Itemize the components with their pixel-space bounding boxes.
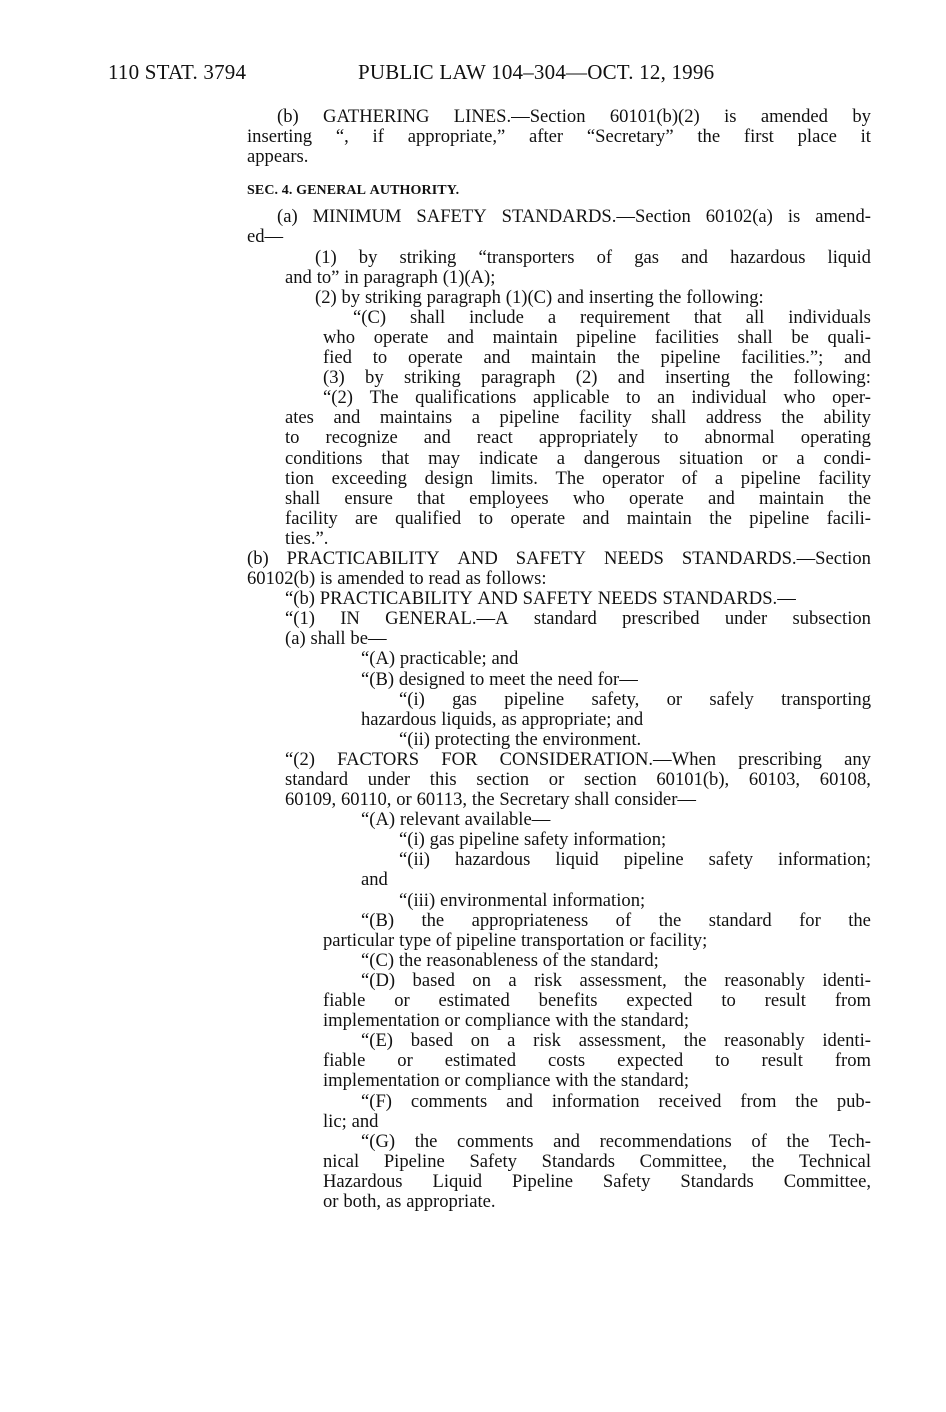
statute-text xyxy=(247,107,871,1212)
text-line: fiable or estimated benefits expected to result from xyxy=(323,990,871,1012)
text-line: who operate and maintain pipeline facilities shall be quali- xyxy=(323,326,871,348)
text-line: “(b) PRACTICABILITY AND SAFETY NEEDS STANDARDS.— xyxy=(285,588,796,610)
text-line: “(B) designed to meet the need for— xyxy=(361,668,638,690)
text-line: and xyxy=(361,869,388,891)
text-line: nical Pipeline Safety Standards Committee, the Technical xyxy=(323,1150,871,1172)
text-line: (b) GATHERING LINES.—Section 60101(b)(2) is amended by xyxy=(277,106,871,127)
text-line: “(ii) protecting the environment. xyxy=(399,728,642,750)
text-line: fied to operate and maintain the pipeline facilities.”; and xyxy=(323,347,871,369)
text-line: ates and maintains a pipeline facility shall address the ability xyxy=(285,407,871,429)
text-line: “(A) practicable; and xyxy=(361,648,519,670)
text-line: “(2) FACTORS FOR CONSIDERATION.—When prescribing any xyxy=(285,748,871,770)
text-line: tion exceeding design limits. The operator of a pipeline facility xyxy=(285,467,871,489)
text-line: appears. xyxy=(247,146,309,168)
text-line: “(B) the appropriateness of the standard for the xyxy=(361,909,871,931)
text-line: Hazardous Liquid Pipeline Safety Standards Committee, xyxy=(323,1170,871,1192)
text-line: “(A) relevant available— xyxy=(361,809,551,831)
text-line: (a) MINIMUM SAFETY STANDARDS.—Section 60102(a) is amend- xyxy=(277,206,871,228)
text-line: (1) by striking “transporters of gas and hazardous liquid xyxy=(315,246,871,268)
text-line: fiable or estimated costs expected to result from xyxy=(323,1050,871,1072)
running-header-title: PUBLIC LAW 104–304—OCT. 12, 1996 xyxy=(358,60,715,84)
text-line: 60109, 60110, or 60113, the Secretary shall consider— xyxy=(285,789,696,811)
text-line: (3) by striking paragraph (2) and inserting the following: xyxy=(323,367,871,389)
text-line: “(1) IN GENERAL.—A standard prescribed under subsection xyxy=(285,608,871,630)
section-heading: SEC. 4. GENERAL AUTHORITY. xyxy=(247,183,460,199)
text-line: “(C) the reasonableness of the standard; xyxy=(361,949,659,971)
text-line: hazardous liquids, as appropriate; and xyxy=(361,708,644,730)
text-line: (b) PRACTICABILITY AND SAFETY NEEDS STANDARDS.—Section xyxy=(247,547,871,569)
text-line: particular type of pipeline transportation or facility; xyxy=(323,929,708,951)
text-line: “(C) shall include a requirement that all individuals xyxy=(353,306,871,328)
text-line: “(G) the comments and recommendations of the Tech- xyxy=(361,1130,871,1152)
text-line: implementation or compliance with the standard; xyxy=(323,1010,689,1032)
text-line: lic; and xyxy=(323,1110,379,1132)
text-line: (2) by striking paragraph (1)(C) and inserting the following: xyxy=(315,286,764,308)
text-line: or both, as appropriate. xyxy=(323,1190,496,1212)
text-line: “(D) based on a risk assessment, the reasonably identi- xyxy=(361,969,871,991)
text-line: inserting “, if appropriate,” after “Secretary” the first place it xyxy=(247,126,871,148)
text-line: “(F) comments and information received from the pub- xyxy=(361,1090,871,1112)
text-line: ed— xyxy=(247,226,284,248)
text-line: 60102(b) is amended to read as follows: xyxy=(247,568,547,590)
text-line: “(i) gas pipeline safety, or safely transporting xyxy=(399,688,871,710)
text-line: implementation or compliance with the standard; xyxy=(323,1070,689,1092)
text-line: “(ii) hazardous liquid pipeline safety information; xyxy=(399,849,871,871)
text-line: “(iii) environmental information; xyxy=(399,889,646,911)
text-line: standard under this section or section 60101(b), 60103, 60108, xyxy=(285,769,871,790)
text-line: conditions that may indicate a dangerous situation or a condi- xyxy=(285,447,871,469)
text-line: (a) shall be— xyxy=(285,628,387,650)
text-line: “(2) The qualifications applicable to an individual who oper- xyxy=(323,387,871,409)
text-line: “(E) based on a risk assessment, the reasonably identi- xyxy=(361,1030,871,1052)
text-line: facility are qualified to operate and maintain the pipeline facili- xyxy=(285,507,871,529)
text-line: shall ensure that employees who operate and maintain the xyxy=(285,487,871,509)
text-line: “(i) gas pipeline safety information; xyxy=(399,829,667,851)
text-line: to recognize and react appropriately to abnormal operating xyxy=(285,427,871,449)
text-line: and to” in paragraph (1)(A); xyxy=(285,266,496,288)
stat-page-number: 110 STAT. 3794 xyxy=(108,60,247,84)
text-line: ties.”. xyxy=(285,527,329,549)
